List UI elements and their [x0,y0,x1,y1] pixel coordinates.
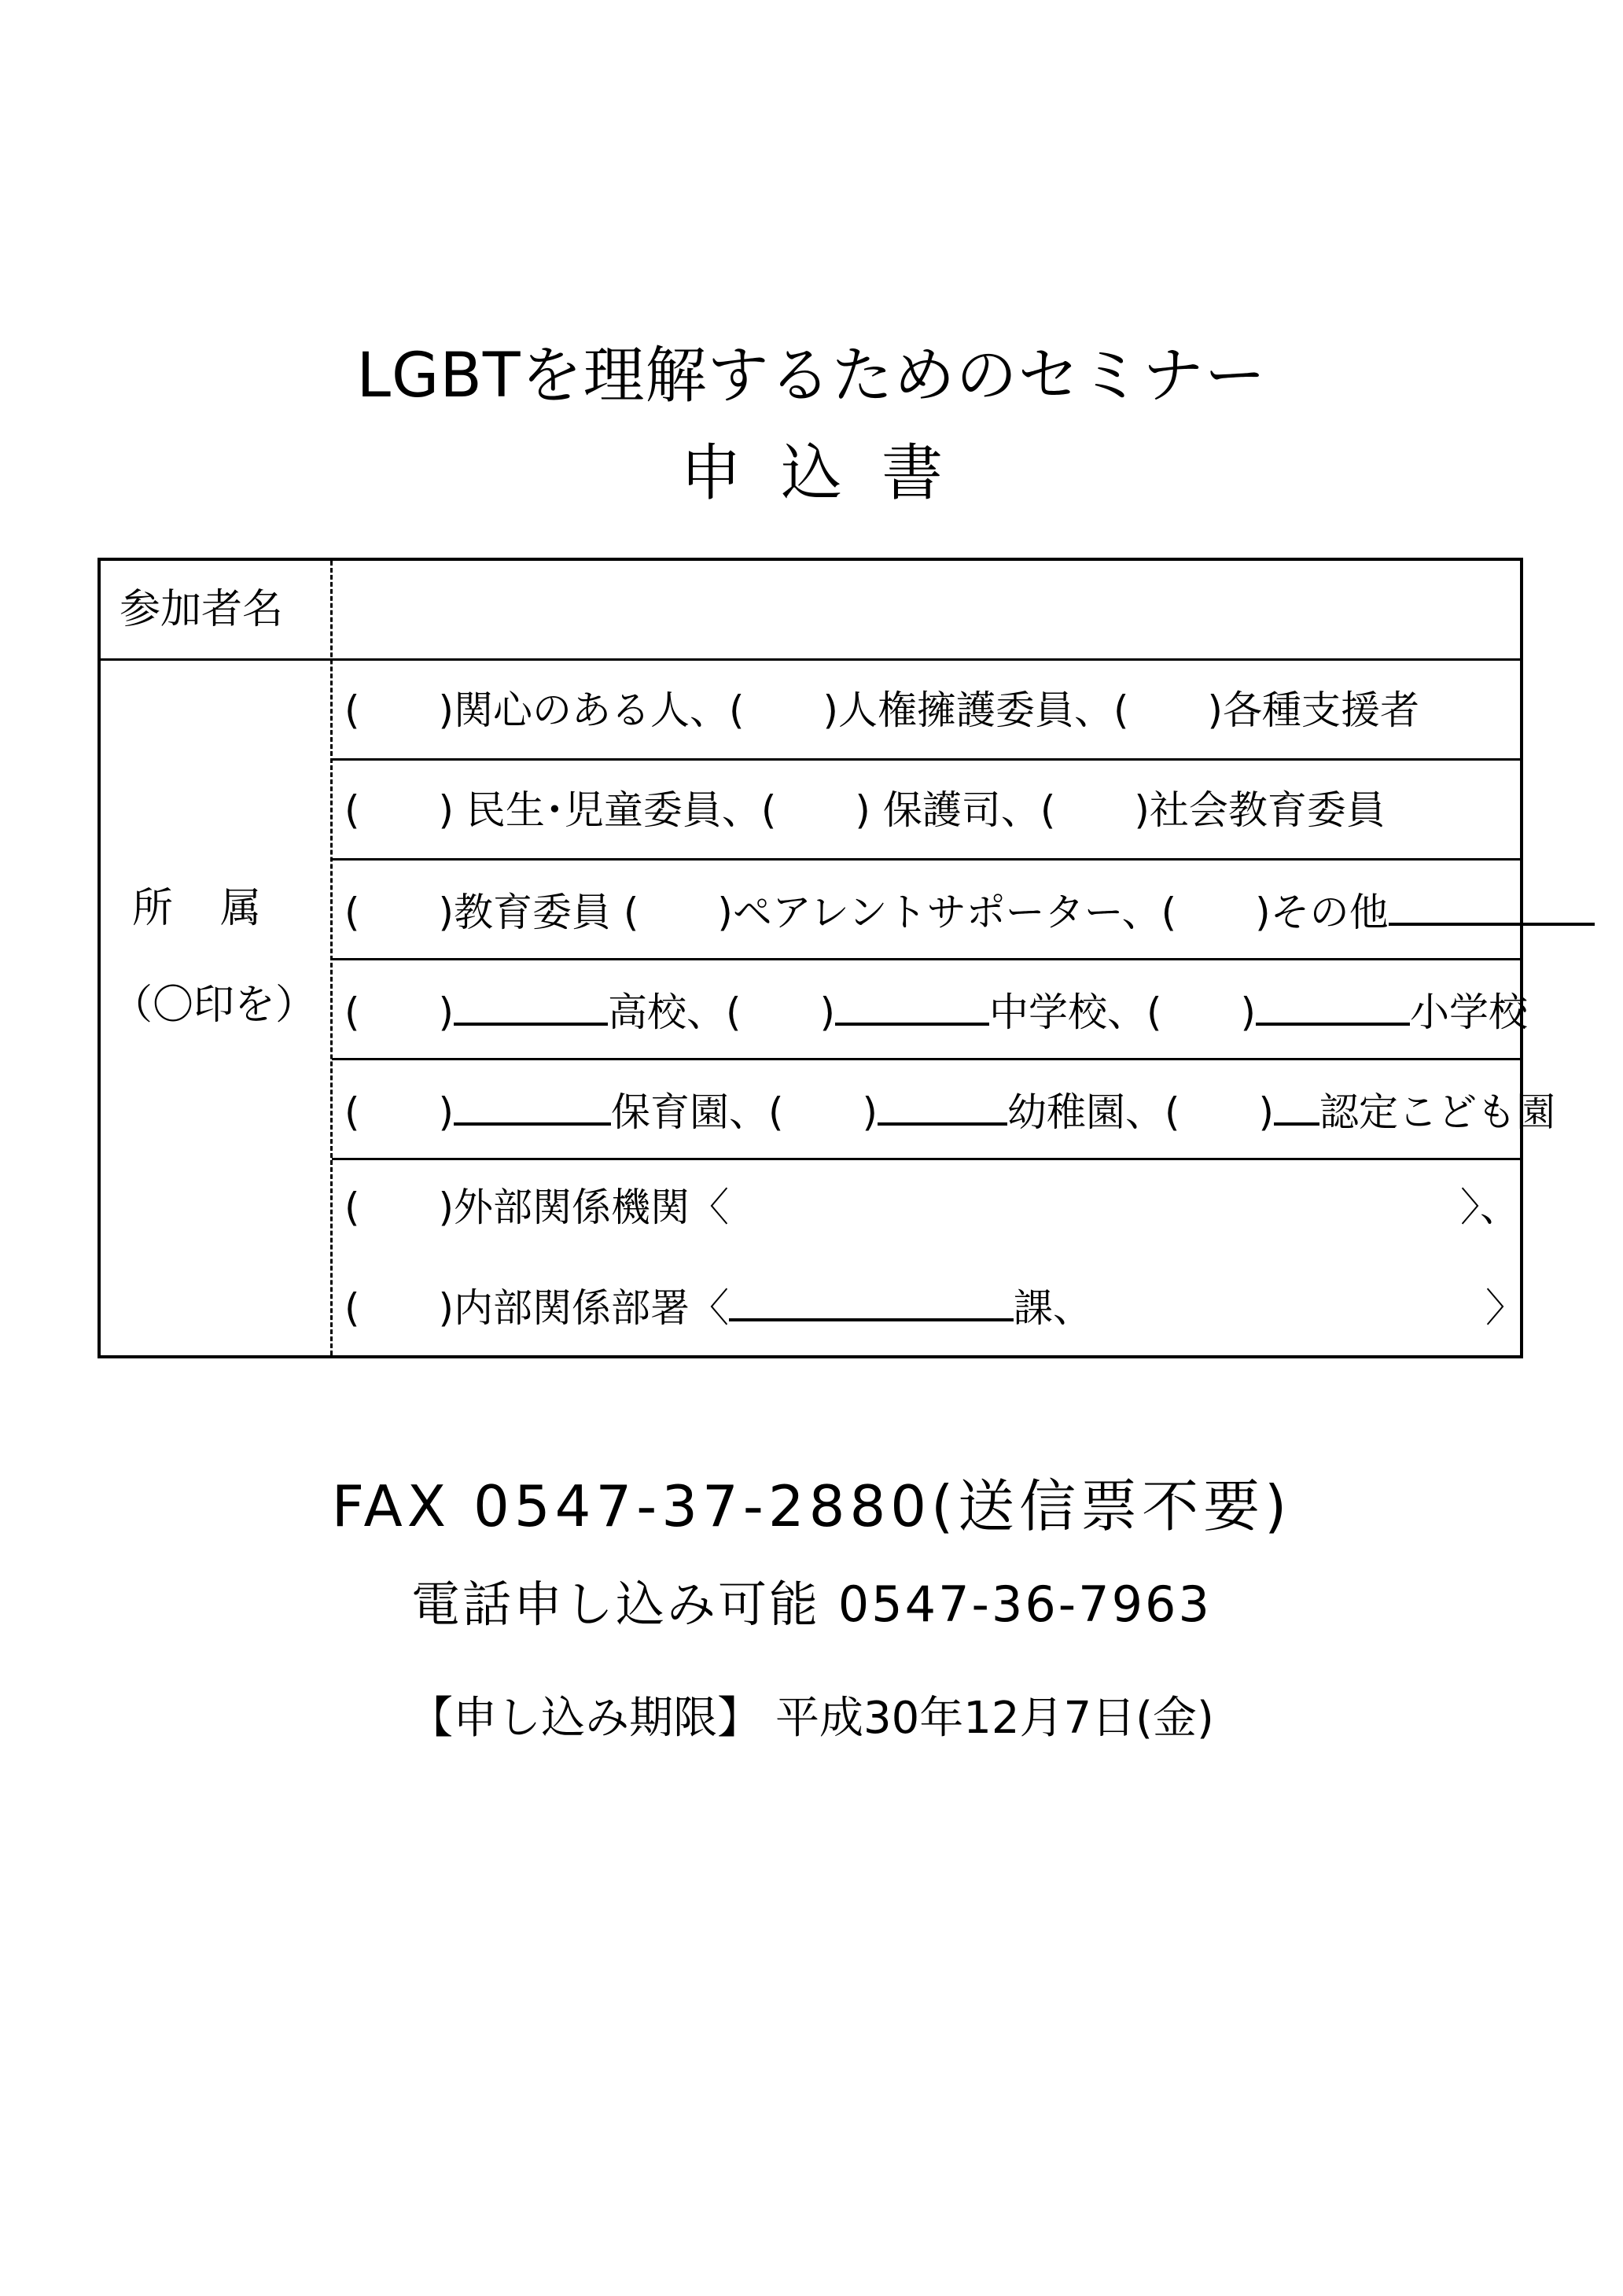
row-4-elementary-school: 小学校 [1410,990,1529,1035]
row-7-close: 〉 [1485,1285,1525,1331]
affiliation-row-5[interactable] [344,1086,1555,1136]
phone-number: 電話申し込み可能 0547-36-7963 [411,1576,1212,1633]
row-1-options: ( )関心のある人、( )人権擁護委員、( )各種支援者 [344,687,1420,733]
kindergarten-blank[interactable] [878,1086,1007,1126]
affiliation-row-2[interactable] [344,787,1386,834]
affiliation-row-3[interactable] [344,886,1595,936]
participant-name-label: 参加者名 [120,586,284,633]
application-form [98,558,1556,1358]
row-2-options: ( ) 民生･児童委員、( ) 保護司、( )社会教育委員 [344,787,1386,833]
row-7-internal-dept: ( )内部関係部署〈 [344,1285,730,1331]
row-4-paren-1: ( ) [344,990,455,1035]
divider-row-1 [332,758,1520,761]
divider-row-2 [332,858,1520,861]
high-school-blank[interactable] [454,986,608,1026]
certified-center-blank[interactable] [1274,1086,1319,1126]
page-subtitle: 申込書 [679,438,982,509]
row-6-external-org: ( )外部関係機関〈 [344,1185,730,1230]
row-7-section: 課、 [1014,1285,1093,1331]
row-6-close: 〉、 [1460,1185,1520,1230]
nursery-blank[interactable] [454,1086,611,1126]
department-blank[interactable] [729,1282,1014,1321]
other-blank[interactable] [1389,886,1595,926]
affiliation-row-1[interactable] [344,687,1419,734]
divider-row-5 [332,1158,1520,1160]
row-4-middle-school: 中学校、( ) [989,990,1257,1035]
affiliation-row-6[interactable] [344,1184,1519,1231]
fax-number: FAX 0547-37-2880(送信票不要) [331,1473,1292,1539]
divider-row-4 [332,1058,1520,1060]
row-5-certified-center: 認定こども園 [1319,1089,1556,1135]
row-5-paren-1: ( ) [344,1089,455,1135]
divider-row-3 [332,958,1520,960]
elementary-school-blank[interactable] [1256,986,1410,1026]
row-4-high-school: 高校、( ) [608,990,836,1035]
divider-name-row [101,658,1520,661]
affiliation-row-7[interactable] [344,1282,1525,1332]
deadline: 【申し込み期限】 平成30年12月7日(金) [409,1693,1214,1744]
row-5-nursery: 保育園、( ) [611,1089,878,1135]
affiliation-label: 所 属 [132,885,265,932]
row-3-options: ( )教育委員 ( )ペアレントサポーター、( )その他 [344,890,1389,935]
affiliation-row-4[interactable] [344,986,1528,1036]
row-5-kindergarten: 幼稚園、( ) [1007,1089,1275,1135]
affiliation-note: （〇印を） [112,982,317,1029]
middle-school-blank[interactable] [835,986,989,1026]
page-title: LGBTを理解するためのセミナー [356,341,1267,411]
participant-name-field[interactable] [337,564,1517,655]
